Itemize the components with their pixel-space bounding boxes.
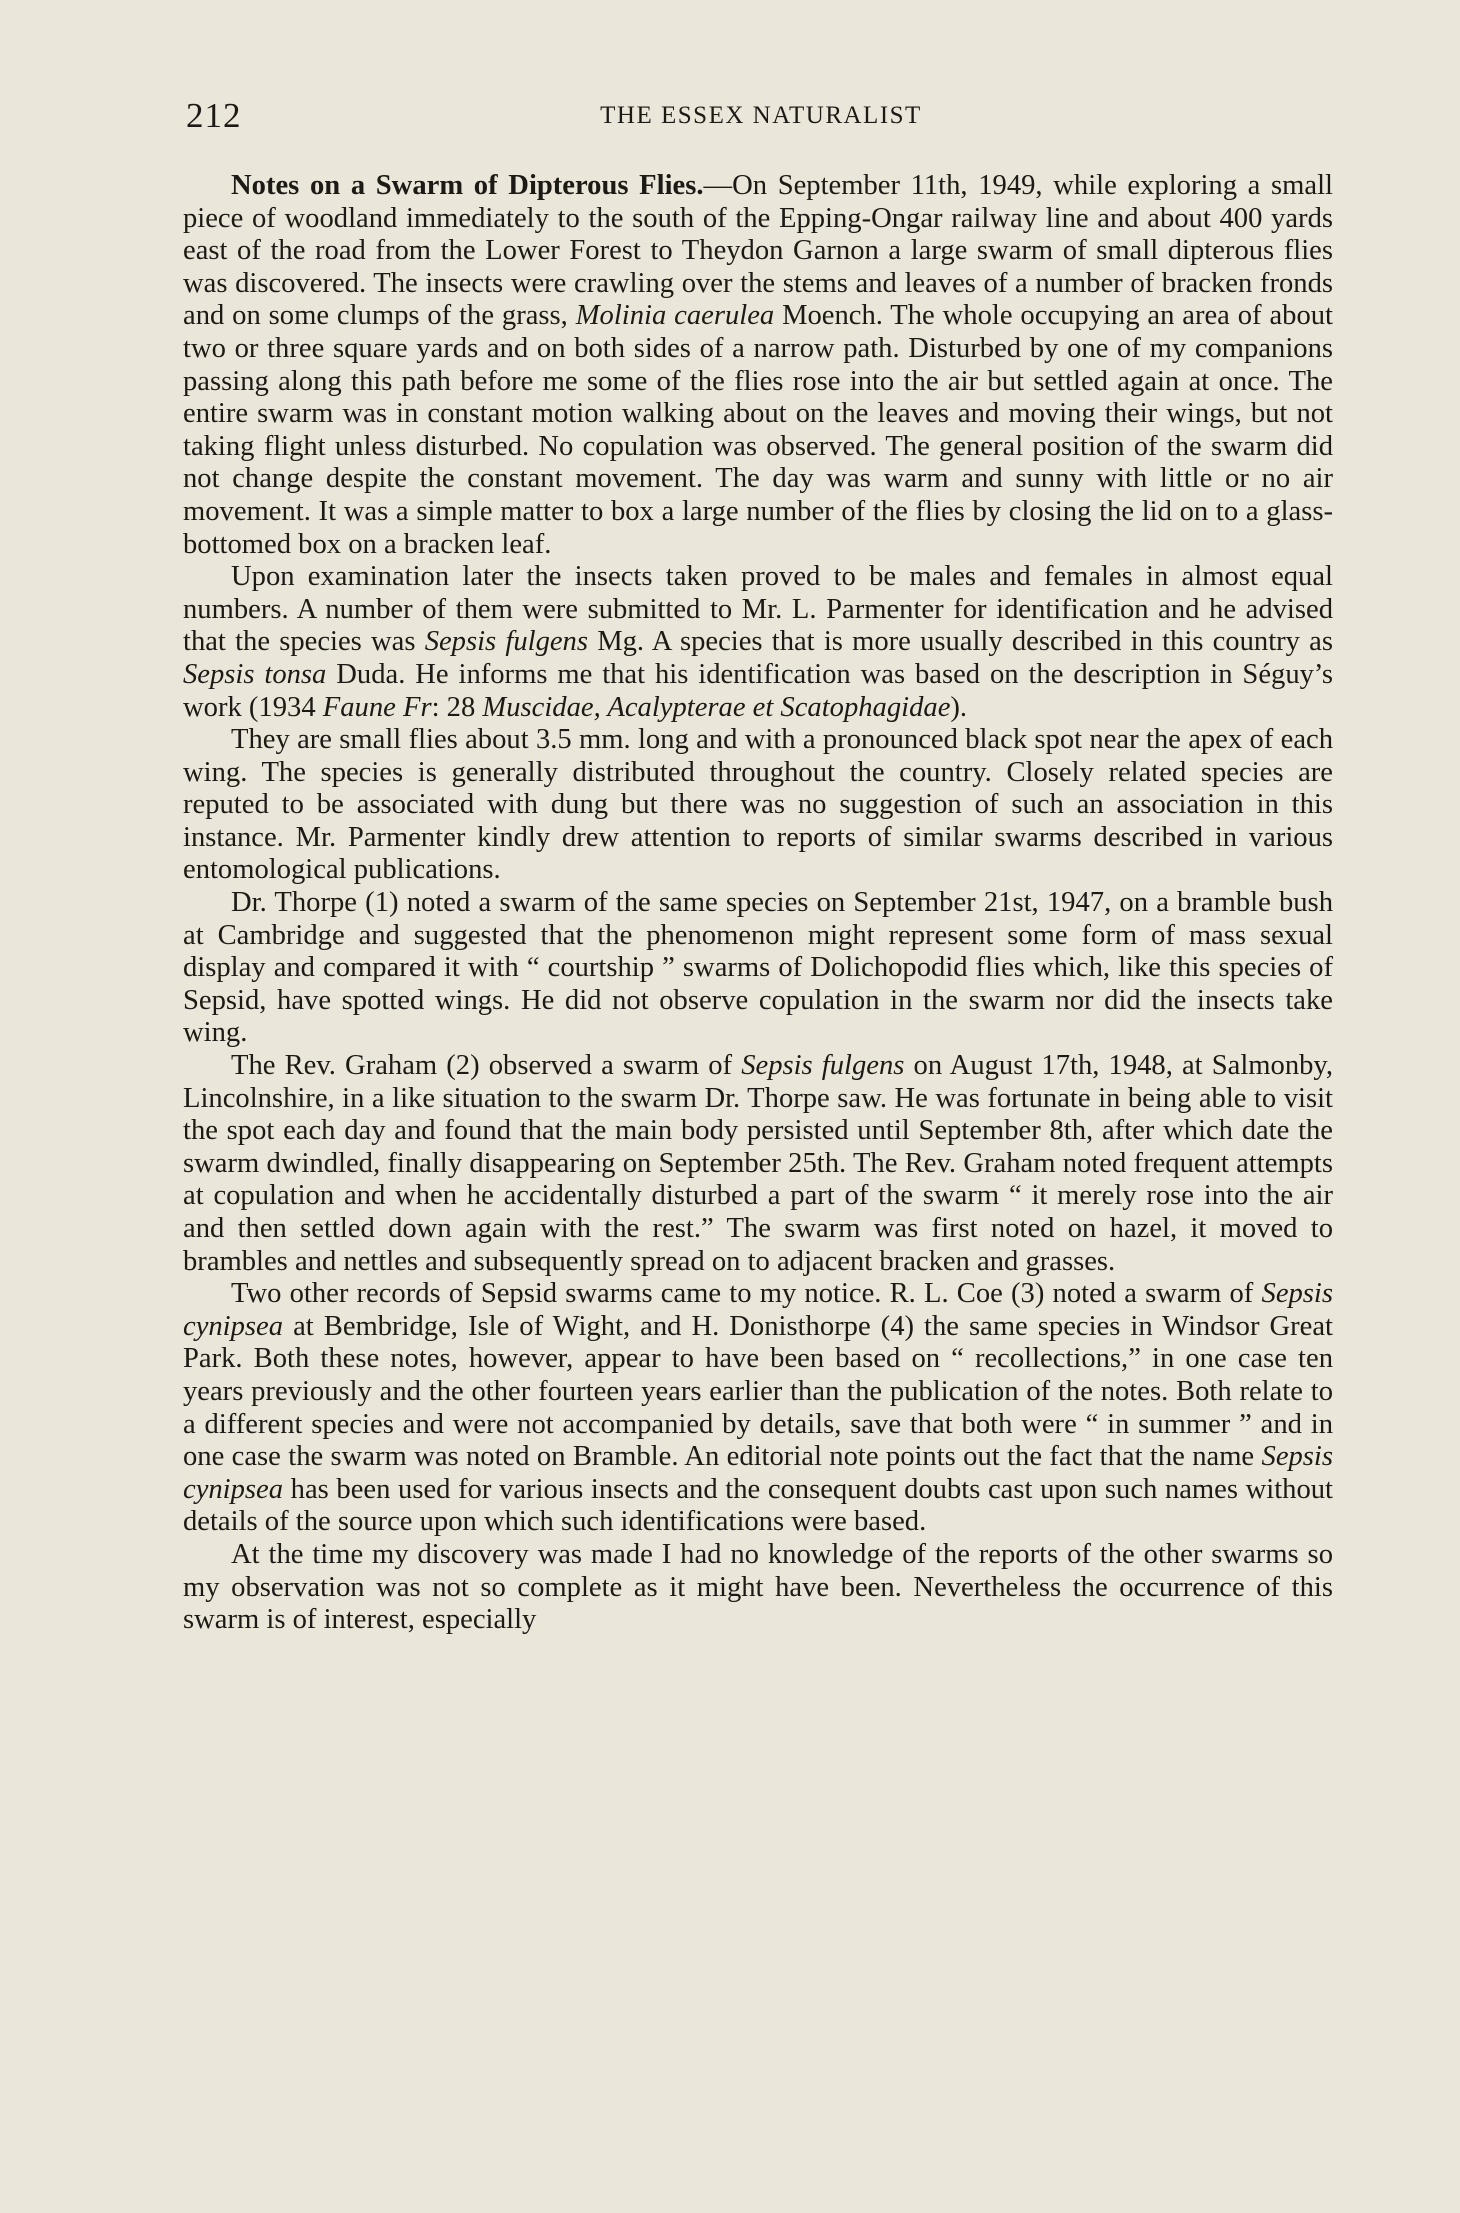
text-run: Mg. A species that is more usually described in this country as — [587, 626, 1333, 658]
species-name: Molinia caerulea — [575, 300, 775, 332]
species-name: Sepsis tonsa — [183, 658, 327, 690]
text-run: Moench. The whole occupying an area of about two or three square yards and on both sides of a narrow path. Disturbed by one of my companions passing along this path before me some of the flies rose into the air but settled again at once. The entire swarm was in constant motion walking about on the leaves and moving their wings, but not taking flight unless disturbed. No copulation was observed. The general position of the swarm did not change despite the constant movement. The day was warm and sunny with little or no air movement. It was a simple matter to box a large number of the flies by closing the lid on to a glass-bottomed box on a bracken leaf. — [183, 300, 1333, 560]
text-run: The Rev. Graham (2) observed a swarm of — [231, 1050, 742, 1082]
publication-title: Faune Fr — [322, 691, 432, 723]
text-run: Upon examination later the insects taken proved to be males and females in almost equal numbers. A number of them were submitted to Mr. L. Parmenter for identification and he advised that the species was — [183, 561, 1333, 658]
species-name: Sepsis cynipsea — [183, 1441, 1333, 1505]
paragraph-6 — [183, 1278, 1333, 1539]
paragraph-2 — [183, 561, 1333, 724]
journal-title: THE ESSEX NATURALIST — [600, 102, 922, 129]
page-number: 212 — [186, 96, 242, 135]
text-run: ). — [950, 691, 968, 723]
text-run: on August 17th, 1948, at Salmonby, Lincolnshire, in a like situation to the swarm Dr. Thorpe saw. He was fortunate in being able to visit the spot each day and found that the main body persisted until September 8th, after which date the swarm dwindled, finally disappearing on September 25th. The Rev. Graham noted frequent attempts at copulation and when he accidentally disturbed a part of the swarm “ it merely rose into the air and then settled down again with the rest.” The swarm was first noted on hazel, it moved to brambles and nettles and subsequently spread on to adjacent bracken and grasses. — [183, 1050, 1334, 1277]
text-run: : 28 — [431, 691, 483, 723]
paragraph-7: At the time my discovery was made I had no knowledge of the reports of the other swarms so my observation was not so complete as it might have been. Nevertheless the occurrence of this swarm is of interest, especially — [183, 1538, 1333, 1636]
text-run: at Bembridge, Isle of Wight, and H. Donisthorpe (4) the same species in Windsor Great Park. Both these notes, however, appear to have been based on “ recollections,” in one case ten years previously and the other fourteen years earlier than the publication of the notes. Both relate to a different species and were not accompanied by details, save that both were “ in summer ” and in one case the swarm was noted on Bramble. An editorial note points out the fact that the name — [183, 1310, 1333, 1473]
article-body — [183, 170, 1333, 1637]
text-run: —On September 11th, 1949, while exploring a small piece of woodland immediately to the south of the Epping-Ongar railway line and about 400 yards east of the road from the Lower Forest to Theydon Garnon a large swarm of small dipterous flies was discovered. The insects were crawling over the stems and leaves of a number of bracken fronds and on some clumps of the grass, — [183, 170, 1333, 332]
paragraph-5 — [183, 1050, 1333, 1278]
text-run: Duda. He informs me that his identification was based on the description in Séguy’s work (1934 — [183, 658, 1333, 723]
running-head — [186, 96, 1336, 136]
species-name: Sepsis fulgens — [741, 1050, 905, 1082]
paragraph-4: Dr. Thorpe (1) noted a swarm of the same species on September 21st, 1947, on a bramble bush at Cambridge and suggested that the phenomenon might represent some form of mass sexual display and compared it with “ courtship ” swarms of Dolichopodid flies which, like this species of Sepsid, have spotted wings. He did not observe copulation in the swarm nor did the insects take wing. — [183, 887, 1333, 1049]
text-run: Two other records of Sepsid swarms came to my notice. R. L. Coe (3) noted a swarm of — [231, 1278, 1262, 1310]
text-run: has been used for various insects and the consequent doubts cast upon such names without details of the source upon which such identifications were based. — [183, 1473, 1333, 1538]
paragraph-1 — [183, 170, 1333, 561]
publication-title: Muscidae, Acalypterae et Scatophagidae — [482, 691, 951, 723]
species-name: Sepsis fulgens — [424, 626, 588, 658]
paragraph-3: They are small flies about 3.5 mm. long and with a pronounced black spot near the apex of each wing. The species is generally distributed throughout the country. Closely related species are reputed to be associated with dung but there was no suggestion of such an association in this instance. Mr. Parmenter kindly drew attention to reports of similar swarms described in various entomological publications. — [183, 724, 1333, 886]
note-title: Notes on a Swarm of Dipterous Flies. — [231, 170, 704, 201]
species-name: Sepsis cynipsea — [183, 1278, 1333, 1342]
